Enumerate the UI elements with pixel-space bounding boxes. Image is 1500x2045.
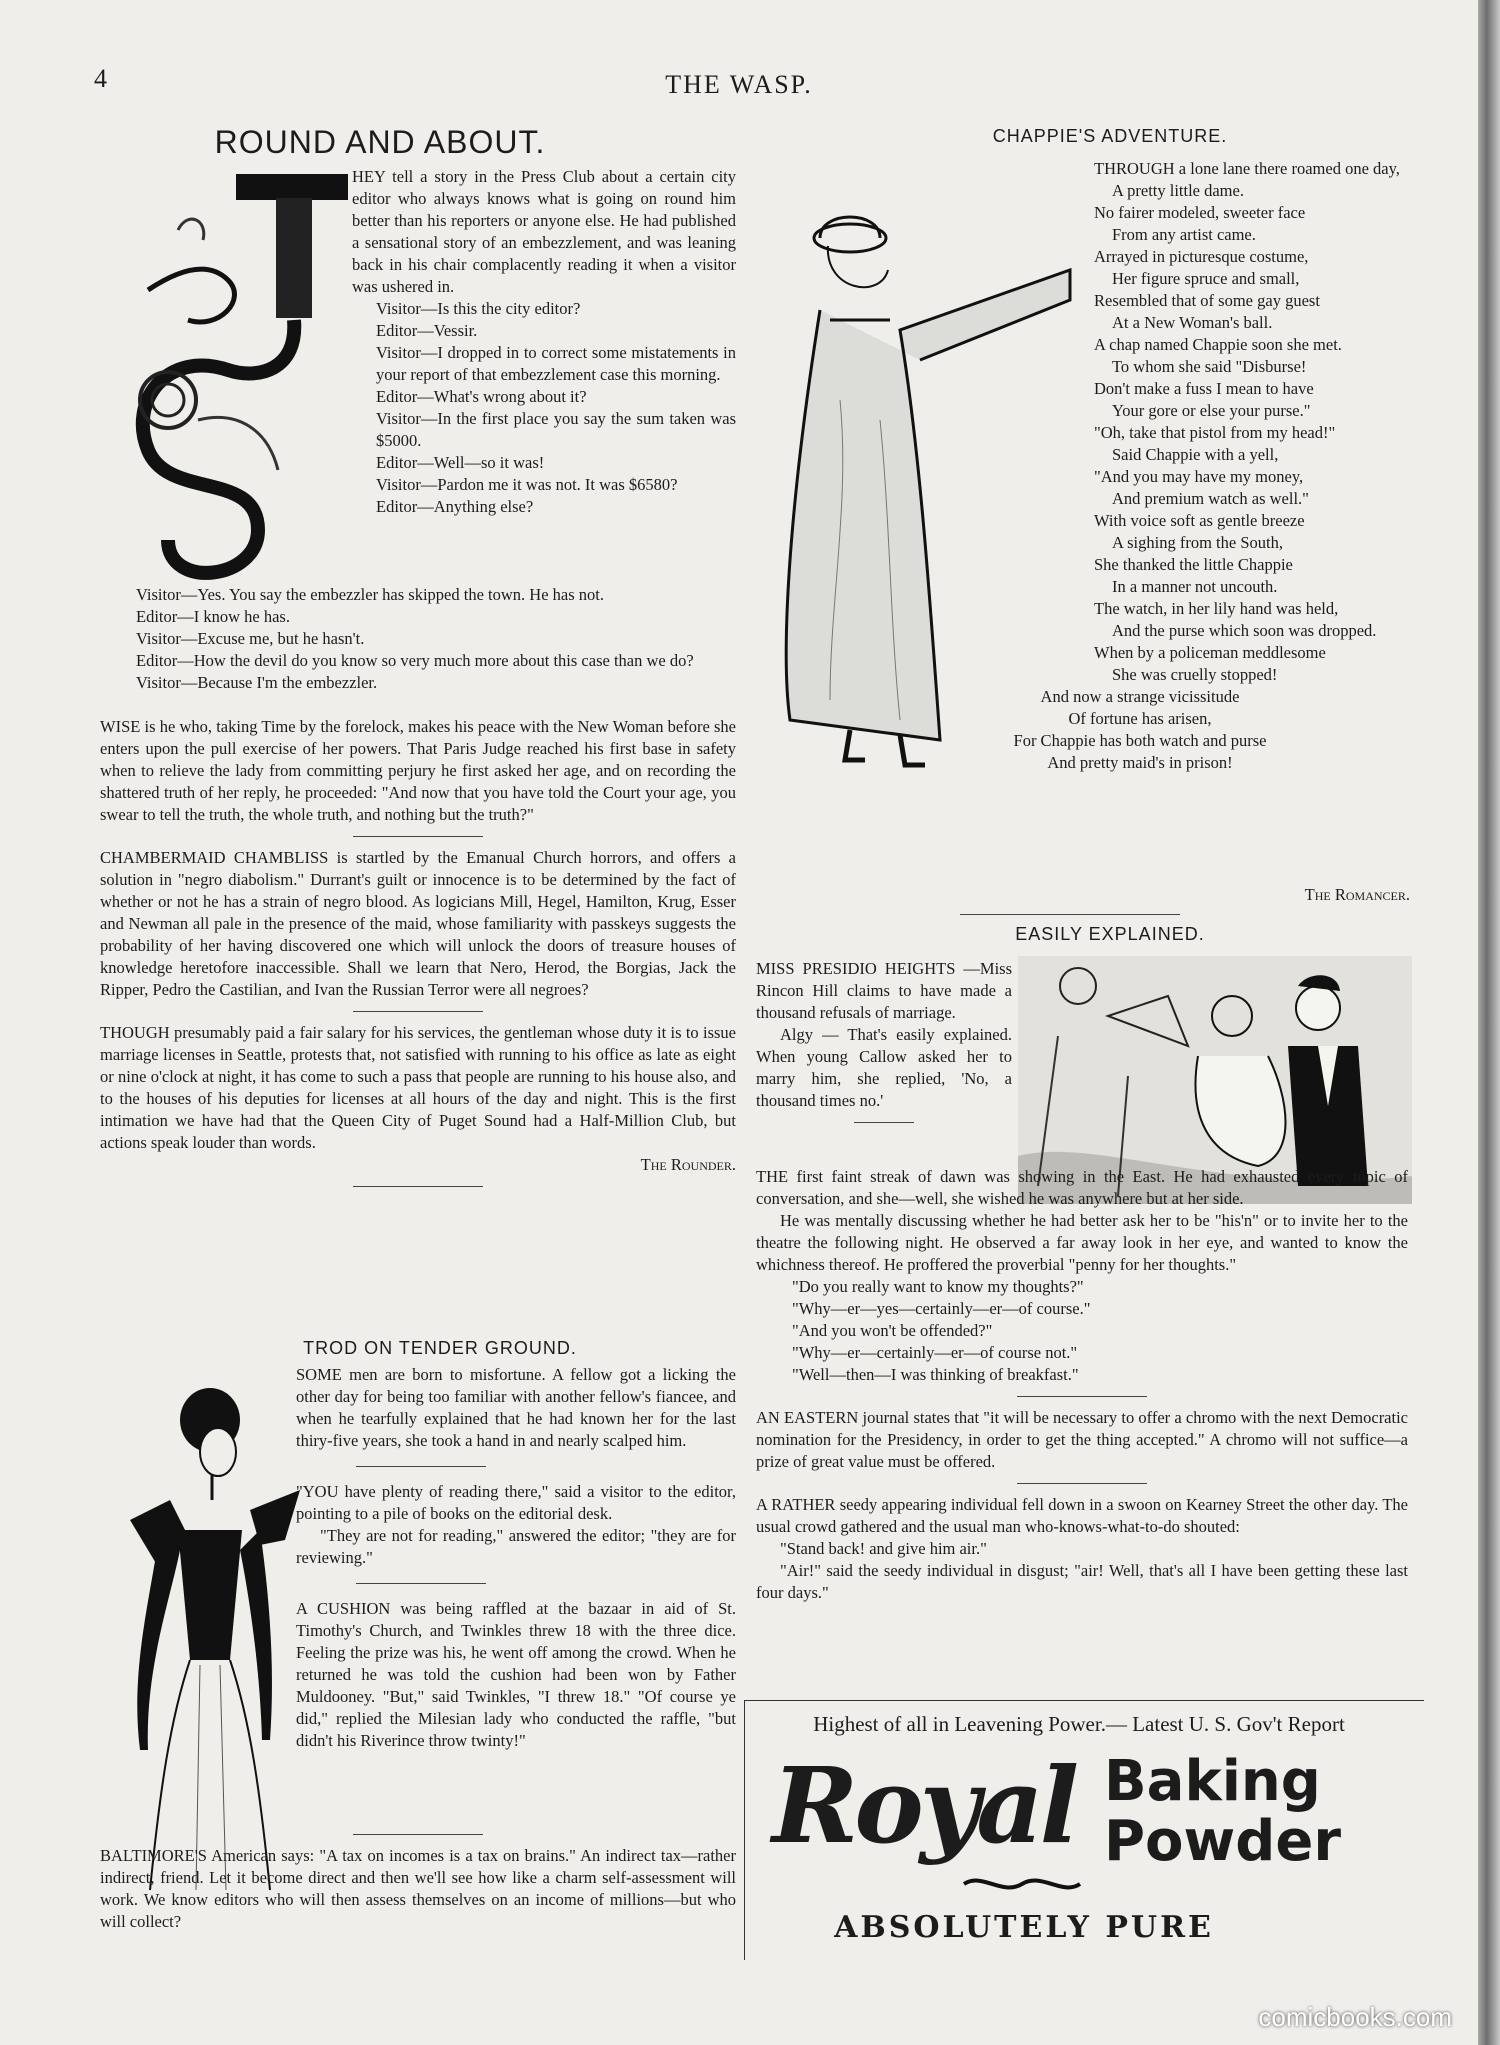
dragon-initial-illustration	[108, 170, 348, 590]
dialogue-line: "Well—then—I was thinking of breakfast."	[792, 1365, 1079, 1384]
dialogue-line: Visitor—In the first place you say the sum taken was $5000.	[376, 409, 736, 450]
easily-title: EASILY EXPLAINED.	[1015, 924, 1205, 944]
dialogue-line: Editor—I know he has.	[136, 607, 290, 626]
poem-line: Said Chappie with a yell,	[1112, 445, 1279, 464]
ad-baking: Baking	[1104, 1749, 1321, 1814]
trod-title: TROD ON TENDER GROUND.	[303, 1338, 577, 1358]
divider	[356, 1583, 486, 1584]
poem-line: Her figure spruce and small,	[1112, 269, 1300, 288]
poem-line: Resembled that of some gay guest	[1094, 291, 1320, 310]
poem-line: To whom she said "Disburse!	[1112, 357, 1307, 376]
divider	[356, 1466, 486, 1467]
baltimore-section	[100, 1834, 736, 1933]
dialogue-line: "Why—er—yes—certainly—er—of course."	[792, 1299, 1091, 1318]
dialogue-line: Visitor—Because I'm the embezzler.	[136, 673, 378, 692]
poem-line: A sighing from the South,	[1112, 533, 1283, 552]
poem-line: Arrayed in picturesque costume,	[1094, 247, 1309, 266]
poem-line: With voice soft as gentle breeze	[1094, 511, 1305, 530]
divider	[353, 1011, 483, 1012]
divider	[353, 1186, 483, 1187]
trod-p1: SOME men are born to misfortune. A fellow got a licking the other day for being too familiar with another fellow's fiancee, and when he tearfully explained that he had known her for the last thiry-five years, she took a hand in and nearly scalped him.	[296, 1365, 736, 1450]
poem-line: And now a strange vicissitude	[1040, 687, 1240, 706]
chappie-poem-end	[880, 686, 1400, 774]
poem-line: The watch, in her lily hand was held,	[1094, 599, 1339, 618]
divider	[960, 914, 1180, 915]
watermark: comicbooks.com	[1258, 2002, 1452, 2032]
ad-tagline: Highest of all in Leavening Power.— Latest U. S. Gov't Report	[813, 1712, 1345, 1736]
running-title: THE WASP.	[665, 70, 813, 99]
poem-line: She thanked the little Chappie	[1094, 555, 1293, 574]
chappie-illustration	[770, 200, 1100, 770]
eastern-paragraph: AN EASTERN journal states that "it will be necessary to offer a chromo with the next Democratic nomination for the Presidency, in order to get the thing accepted." A chromo will not suffice—a prize of great value must be offered.	[756, 1408, 1408, 1471]
poem-line: Don't make a fuss I mean to have	[1094, 379, 1314, 398]
chappie-title: CHAPPIE'S ADVENTURE.	[992, 126, 1228, 146]
divider	[1017, 1483, 1147, 1484]
poem-line: Your gore or else your purse."	[1112, 401, 1311, 420]
rather-paragraph-2: "Stand back! and give him air."	[780, 1539, 987, 1558]
wise-paragraph: WISE is he who, taking Time by the forelock, makes his peace with the New Woman before she enters upon the pull exercise of her powers. That Paris Judge reached his first base in safety when to relieve the lady from committing perjury he first asked her age, and on recording the shattered truth of her reply, he proceeded: "And now that you have told the Court your age, you swear to tell the truth, the whole truth, and nothing but the truth?"	[100, 717, 736, 824]
poem-line: A chap named Chappie soon she met.	[1094, 335, 1342, 354]
poem-line: "And you may have my money,	[1094, 467, 1304, 486]
dialogue-line: Visitor—Is this the city editor?	[376, 299, 581, 318]
chappie-poem	[1094, 158, 1400, 686]
divider	[353, 1834, 483, 1835]
dialogue-line: Visitor—Pardon me it was not. It was $6580?	[376, 475, 678, 494]
poem-line: And the purse which soon was dropped.	[1112, 621, 1377, 640]
ad-powder: Powder	[1104, 1809, 1341, 1874]
dawn-text	[756, 1166, 1408, 1604]
divider	[854, 1122, 914, 1123]
ornament-icon	[962, 1872, 1082, 1896]
poem-line: A pretty little dame.	[1112, 181, 1244, 200]
poem-line: Of fortune has arisen,	[1068, 709, 1212, 728]
trod-p4: A CUSHION was being raffled at the bazaar in aid of St. Timothy's Church, and Twinkles threw 18 with the three dice. Feeling the prize was his, he went off among the crowd. When he returned he was told the cushion had been won by Father Muldooney. "But," said Twinkles, "I threw 18." "Of course ye did," replied the Milesian lady who conducted the raffle, "but didn't his Riverince throw twinty!"	[296, 1599, 736, 1750]
poem-line: And premium watch as well."	[1112, 489, 1309, 508]
trod-p2: "YOU have plenty of reading there," said a visitor to the editor, pointing to a pile of books on the editorial desk.	[296, 1482, 736, 1523]
ad-baking-powder	[1104, 1749, 1341, 1874]
divider	[1017, 1396, 1147, 1397]
rounder-signature: The Rounder.	[640, 1155, 736, 1174]
dialogue-line: Visitor—Yes. You say the embezzler has skipped the town. He has not.	[136, 585, 604, 604]
baltimore-paragraph: BALTIMORE'S American says: "A tax on incomes is a tax on brains." An indirect tax—rather indirect, friend. Let it become direct and then we'll see how like a charm self-assessment will work. We know editors who will then assess themselves on an income of millions—but who will collect?	[100, 1846, 736, 1931]
poem-line: From any artist came.	[1112, 225, 1256, 244]
page-edge	[1478, 0, 1500, 2045]
dialogue-line: Editor—How the devil do you know so very much more about this case than we do?	[136, 651, 694, 670]
poem-line: She was cruelly stopped!	[1112, 665, 1278, 684]
royal-baking-powder-ad	[744, 1704, 1414, 1964]
poem-line: THROUGH a lone lane there roamed one day,	[1094, 159, 1400, 178]
poem-line: No fairer modeled, sweeter face	[1094, 203, 1306, 222]
dialogue-line: "Do you really want to know my thoughts?"	[792, 1277, 1084, 1296]
woman-illustration	[100, 1370, 300, 1900]
ad-absolutely-pure: ABSOLUTELY PURE	[834, 1910, 1214, 1945]
trod-text	[296, 1364, 736, 1752]
dialogue-line: "And you won't be offended?"	[792, 1321, 993, 1340]
dialogue-line: Editor—Well—so it was!	[376, 453, 545, 472]
page-number: 4	[94, 64, 107, 93]
dialogue-line: "Why—er—certainly—er—of course not."	[792, 1343, 1078, 1362]
dawn-paragraph: THE first faint streak of dawn was showing in the East. He had exhausted every topic of conversation, and she—well, she wished he was anywhere but at her side.	[756, 1167, 1408, 1208]
dawn-paragraph-2: He was mentally discussing whether he had better ask her to be "his'n" or to invite her to the theatre the following night. He observed a far away look in her eye, and wanted to know the whichness thereof. He proffered the proverbial "penny for her thoughts."	[756, 1211, 1408, 1274]
poem-line: For Chappie has both watch and purse	[1013, 731, 1267, 750]
easily-p2: Algy — That's easily explained. When young Callow asked her to marry him, she replied, 'No, a thousand times no.'	[756, 1025, 1012, 1110]
dialogue-line: Visitor—Excuse me, but he hasn't.	[136, 629, 365, 648]
chambermaid-paragraph: CHAMBERMAID CHAMBLISS is startled by the Emanual Church horrors, and offers a solution in "negro diabolism." Durrant's guilt or innocence is to be determined by the fact of whether or not he has a strain of negro blood. As logicians Mill, Hegel, Hamilton, Krug, Esser and Newman all pale in the presence of the maid, whose familiarity with passkeys suggests the probability of her having discovered one which will unlock the doors of treasure houses of knowledge heretofore inaccessible. Shall we learn that Nero, Herod, the Borgias, Jack the Ripper, Pedro the Castilian, and Ivan the Russian Terror were all negroes?	[100, 848, 736, 999]
dialogue-line: Visitor—I dropped in to correct some mistatements in your report of that embezzlement case this morning.	[376, 343, 736, 384]
round-about-p1: HEY tell a story in the Press Club about a certain city editor who always knows what is going on round him better than his reporters or anyone else. He had published a sensational story of an embezzlement, and was leaning back in his chair complacently reading it when a visitor was ushered in.	[352, 167, 736, 296]
dialogue-line: Editor—Anything else?	[376, 497, 534, 516]
romancer-signature: The Romancer.	[1304, 885, 1410, 904]
poem-line: In a manner not uncouth.	[1112, 577, 1278, 596]
rather-paragraph-3: "Air!" said the seedy individual in disgust; "air! Well, that's all I have been getting these last four days."	[756, 1561, 1408, 1602]
round-about-intro	[352, 166, 736, 518]
though-paragraph: THOUGH presumably paid a fair salary for his services, the gentleman whose duty it is to issue marriage licenses in Seattle, protests that, not satisfied with running to his office as late as eight or nine o'clock at night, it has come to such a pass that people are running to his house also, and to the houses of his deputies for licenses at all hours of the day and night. This is the first intimation we have had that the Queen City of Puget Sound had a Half-Million Club, but actions speak louder than words.	[100, 1023, 736, 1152]
easily-text	[756, 958, 1012, 1133]
poem-line: At a New Woman's ball.	[1112, 313, 1273, 332]
ad-royal: Royal	[772, 1744, 1076, 1867]
poem-line: "Oh, take that pistol from my head!"	[1094, 423, 1336, 442]
easily-p1: MISS PRESIDIO HEIGHTS —Miss Rincon Hill claims to have made a thousand refusals of marriage.	[756, 959, 1012, 1022]
dialogue-line: Editor—Vessir.	[376, 321, 478, 340]
poem-line: When by a policeman meddlesome	[1094, 643, 1326, 662]
rather-paragraph: A RATHER seedy appearing individual fell down in a swoon on Kearney Street the other day. The usual crowd gathered and the usual man who-knows-what-to-do shouted:	[756, 1495, 1408, 1536]
divider	[353, 836, 483, 837]
ad-top-rule	[744, 1700, 1424, 1701]
dialogue-line: Editor—What's wrong about it?	[376, 387, 587, 406]
poem-line: And pretty maid's in prison!	[1047, 753, 1233, 772]
round-about-title: ROUND AND ABOUT.	[214, 124, 546, 160]
round-about-dialogue	[100, 584, 736, 1197]
trod-p3: "They are not for reading," answered the editor; "they are for reviewing."	[296, 1526, 736, 1567]
